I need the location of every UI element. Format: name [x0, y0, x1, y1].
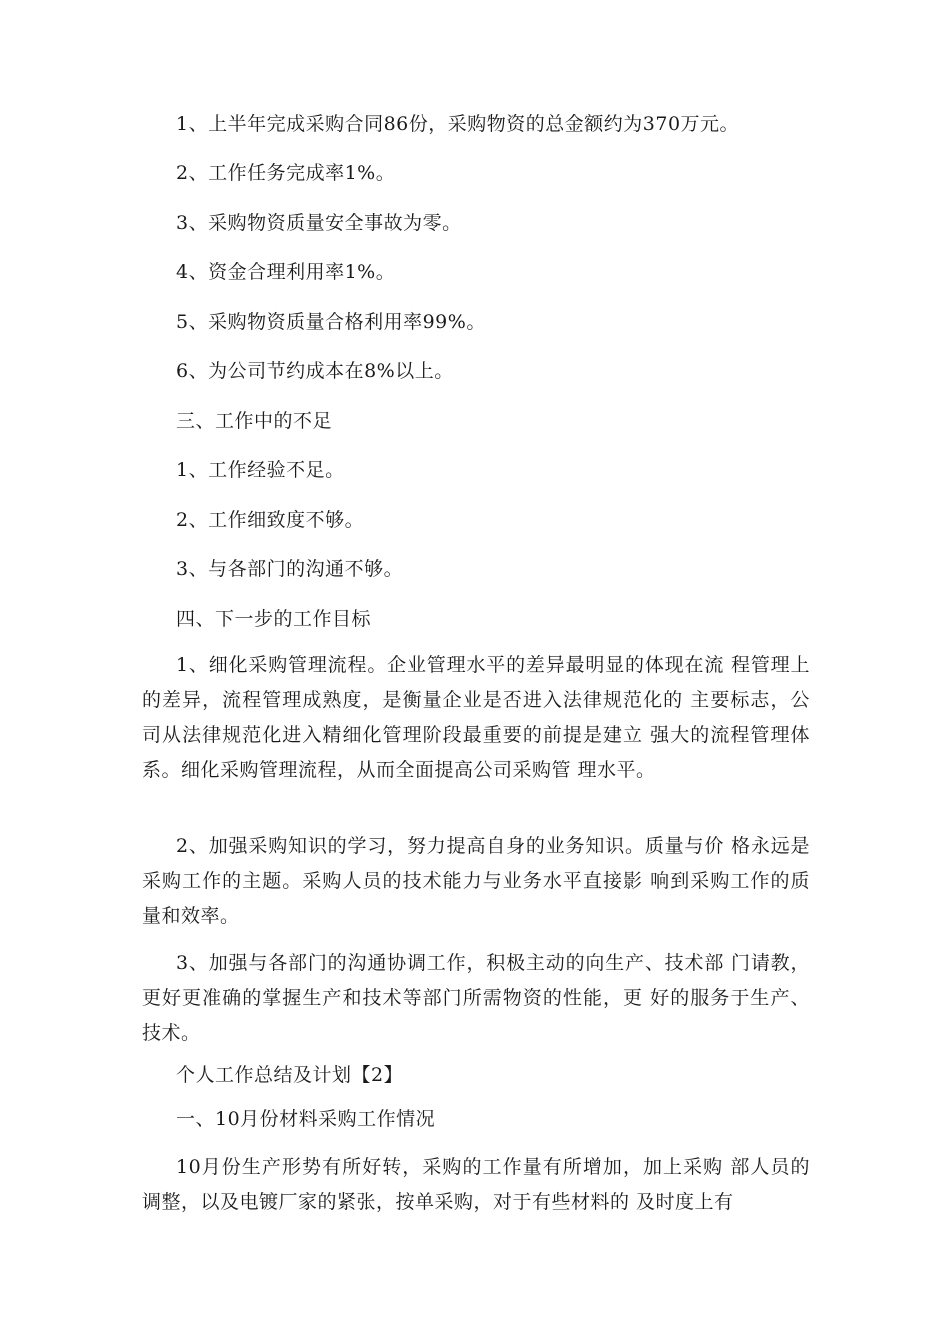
- list-item: 2、工作任务完成率1%。: [176, 162, 396, 184]
- body-paragraph: 10月份生产形势有所好转，采购的工作量有所增加，加上采购 部人员的调整，以及电镀厂家的紧张，按单采购，对于有些材料的 及时度上有: [142, 1156, 810, 1213]
- list-item: 1、工作经验不足。: [176, 459, 345, 481]
- list-item: 6、为公司节约成本在8%以上。: [176, 360, 454, 382]
- list-item: 1、上半年完成采购合同86份，采购物资的总金额约为370万元。: [176, 113, 740, 135]
- section-heading: 三、工作中的不足: [176, 410, 333, 432]
- list-item: 5、采购物资质量合格利用率99%。: [176, 311, 486, 333]
- section-title: 个人工作总结及计划【2】: [176, 1064, 404, 1086]
- section-heading: 四、下一步的工作目标: [176, 608, 372, 630]
- body-paragraph: 3、加强与各部门的沟通协调工作，积极主动的向生产、技术部 门请教，更好更准确的掌握生产和技术等部门所需物资的性能，更 好的服务于生产、技术。: [142, 952, 810, 1044]
- list-item: 2、工作细致度不够。: [176, 509, 365, 531]
- section-heading: 一、10月份材料采购工作情况: [176, 1108, 436, 1130]
- body-paragraph: 1、细化采购管理流程。企业管理水平的差异最明显的体现在流 程管理上的差异，流程管理成熟度，是衡量企业是否进入法律规范化的 主要标志，公司从法律规范化进入精细化管理阶段最重要的前提是建立 强大的流程管理体系。细化采购管理流程，从而全面提高公司采购管 理水平。: [142, 654, 810, 781]
- list-item: 4、资金合理利用率1%。: [176, 261, 396, 283]
- body-paragraph: 2、加强采购知识的学习，努力提高自身的业务知识。质量与价 格永远是采购工作的主题。采购人员的技术能力与业务水平直接影 响到采购工作的质量和效率。: [142, 835, 810, 927]
- list-item: 3、采购物资质量安全事故为零。: [176, 212, 462, 234]
- list-item: 3、与各部门的沟通不够。: [176, 558, 404, 580]
